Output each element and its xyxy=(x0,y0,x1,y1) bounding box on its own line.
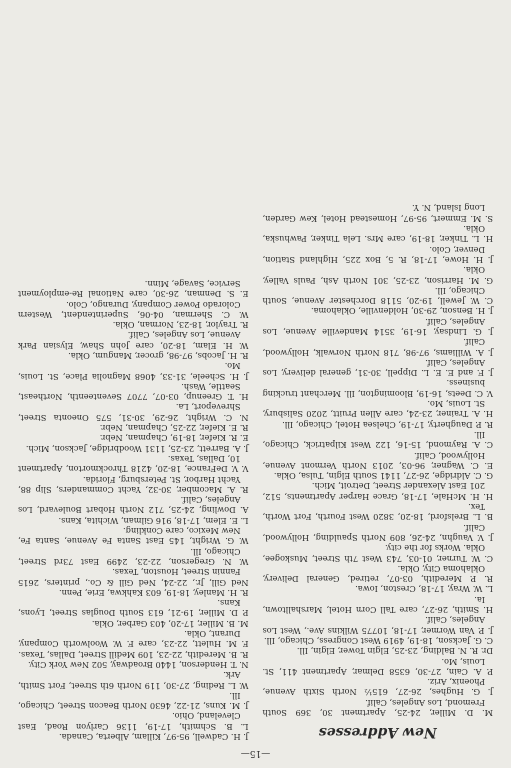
address-entry: H. L. Tinker, 18-19, care Mrs. Lela Tinker, Pawhuska, Okla. xyxy=(262,224,493,245)
address-entry: H. Smith, 26-27, care Tall Corn Hotel, Marshalltown, Ia. xyxy=(262,594,493,616)
address-entry: R. H. Jacobs, 97-98, grocer, Mangum, Okla. xyxy=(68,351,249,362)
address-entry: J. F. and E. E. L. Dippell, 30-31, general delivery, Los Angeles, Calif. xyxy=(262,357,493,379)
address-entry: J. H. Benson, 29-30, Holdenville, Oklahoma. xyxy=(311,306,493,317)
address-entry: C. W. Jewell, 19-20, 5118 Dorchester Avenue, South Chicago, Ill. xyxy=(262,285,493,307)
address-entry: C. A. Raymond, 15-16, 122 West Kilpatrick, Chicago, Ill. xyxy=(262,429,493,451)
address-entry: H. A. Trainer, 23-24, care Allen Pruitt, 2020 Salisbury, St. Louis, Mo. xyxy=(262,399,493,420)
address-entry: J. G. Hughes, 26-27, 615½ North Sixth Avenue, Phoenix, Ariz. xyxy=(262,677,493,698)
address-entry: W. H. Elam, 18-20, care John Shaw, Elysian Park Avenue, Los Angeles, Calif. xyxy=(18,330,249,351)
address-entry: L. B. Schmith, 17-19, 1136 Carlyon Road, East Cleveland, Ohio. xyxy=(18,711,249,732)
address-entry: R. B. Meredith, 22-23, 109 Medill Street, Dallas, Texas. xyxy=(18,649,249,660)
address-entry: B. L. Brelsford, 18-20, 3820 West Fourth, Fort Worth, Tex. xyxy=(262,502,493,523)
address-entry: J. A. Williams, 97-98, 718 North Norwalk, Hollywood, Calif. xyxy=(262,337,493,358)
address-entry: E. S. Denman, 26-30, care National Re-employment Service, Savage, Minn. xyxy=(18,278,249,300)
address-entry: C. W. Turner, 01-03, 743 West 7th Street, Muskogee, Okla. Works for the city. xyxy=(262,543,493,564)
address-entry: J. H. Howe, 17-18, R. 5, Box 225, Highland Station, Denver, Colo. xyxy=(262,244,493,265)
address-entry: J. A. Barrett, 23-25, 1131 Woodbridge, Jackson, Mich. xyxy=(25,443,249,454)
address-entry: R. E. Kiefer, 22-25, Chapman, Nebr. xyxy=(99,423,249,434)
address-entry: M. B. Miller, 17-20, 403 Garber, Okla. xyxy=(91,618,249,629)
address-entry: R. P. Daugherty, 17-19, Chelsea Hotel, Chicago, Ill. xyxy=(282,419,493,430)
address-entry: J. V. Vaughn, 24-26, 809 North Spaulding, Hollywood, Calif. xyxy=(262,522,493,543)
address-entry: J. G. Lindsay, 16-19, 3514 Mandeville Avenue, Los Angeles, Calif. xyxy=(262,316,493,338)
address-entry: C. G. Jackson, 18-19, 4919 West Congress, Chicago, Ill. xyxy=(263,635,493,646)
address-entry: N. C. Wright, 26-29, 30-31, 575 Oneonta Street, Shreveport, La. xyxy=(18,402,249,423)
address-entry: G. C. Aldridge, 26-27, 1141 South Elgin, Tulsa, Okla. xyxy=(273,471,493,482)
address-entry: J. P. Van Wormer, 17-18, 10775 Wilkins Ave., West Los Angeles, Calif. xyxy=(262,615,493,636)
address-entry: M. D. Miller, 24-25, Apartment 30, 369 South Fremond, Los Angeles, Calif. xyxy=(262,697,493,718)
address-entry: Dr. R. N. Balding, 23-25, Elgin Tower, Elgin, Ill. xyxy=(296,646,493,657)
right-column xyxy=(18,203,249,742)
address-entry: J. H. Cadwell, 95-97, Killam, Alberta, Canada. xyxy=(59,732,249,742)
address-entry: L. W. Wray, 17-18, Creston, Iowa. xyxy=(355,584,493,595)
address-entry: W. G. Wright, 145 East Santa Fe Avenue, Santa Fe, New Mexico, care Conkling. xyxy=(18,526,249,547)
address-entry: H. T. Greenup, 03-07, 7707 Seventeenth, Northeast, Seattle, Wash. xyxy=(18,381,249,403)
address-entry: L. E. Elem, 17-18, 916 Gilman, Wichita, Kans. xyxy=(58,515,249,526)
address-entry: A. Dowling, 24-25, 712 North Hobart Boulevard, Los Angeles, Calif. xyxy=(18,495,249,516)
address-entry: S. M. Emmert, 95-97, Homestead Hotel, Kew Garden, Long Island, N. Y. xyxy=(262,203,493,224)
address-entry: R. Traylor, 18-23, Norman, Okla. xyxy=(112,320,249,331)
left-column xyxy=(263,203,494,742)
address-entry: W. L. Reding, 27-30, 119 North 6th Street, Fort Smith, Ark. xyxy=(18,670,249,691)
page-number: —15— xyxy=(240,748,271,758)
page-content xyxy=(18,10,493,758)
address-entry: W. N. Gregerson, 22-23, 2499 East 73rd Street, Chicago, Ill. xyxy=(18,546,249,567)
address-entry: R. H. Manley, 18-19, 603 Kahkwa, Erie, Penn. xyxy=(58,587,249,598)
address-entry: E. R. Kiefer, 18-19, Chapman, Nebr. xyxy=(99,433,249,444)
address-entry: Ned Gill, Jr., 22-24, Ned Gill & Co., printers, 2615 Fannin Street, Houston, Texas. xyxy=(18,567,249,588)
address-entry: R. A. Macomber, 30-32, Yacht Commanders, Slip 88, Yacht Harbor, St. Petersburg, Florida. xyxy=(18,474,249,495)
address-entry: J. M. Kuns, 21-22, 4630 North Beacon Street, Chicago, Ill. xyxy=(18,690,249,712)
columns xyxy=(18,203,493,742)
address-entry: N. T. Henderson, 1440 Broadway, 502 New York City. xyxy=(28,659,249,670)
address-entry: J. H. Scheele, 31-33, 4068 Magnolia Place, St. Louis, Mo. xyxy=(18,361,249,382)
address-entry: H. H. McHale, 17-18, Grace Harper Apartments, 512, 201 East Alexander Street, Detroit, Mich. xyxy=(262,481,493,502)
address-entry: V. C. Deets, 16-19, Bloomington, Ill. Merchant trucking business. xyxy=(262,378,493,399)
address-entry: P. A. Cain, 27-30, 6358 Delmar, Apartment 411, St. Louis, Mo. xyxy=(262,656,493,677)
section-title: New Addresses xyxy=(318,724,437,740)
address-entry: G. M. Harrison, 23-25, 301 North Ash, Pauls Valley, Okla. xyxy=(262,265,493,286)
address-entry: W. C. Sherman, 04-06, Superintendent, Western Colorado Power Company, Durango, Colo. xyxy=(18,299,249,320)
address-entry: F. M. Hulett, 22-23, care F. W. Woolworth Company, Durant, Okla. xyxy=(18,629,249,650)
address-entry: R. P. Meredith, 03-07, retired, General Delivery, Oklahoma City, Okla. xyxy=(262,563,493,585)
address-entry: E. C. Wagner, 96-03, 2013 North Vermont Avenue, Hollywood, Calif. xyxy=(262,450,493,471)
address-entry: V. V. DeFrance, 18-20, 4218 Throckmorton, Apartment 10, Dallas, Texas. xyxy=(18,453,249,475)
address-entry: P. D. Miller, 19-21, 613 South Douglas Street, Lyons, Kans. xyxy=(18,598,249,619)
